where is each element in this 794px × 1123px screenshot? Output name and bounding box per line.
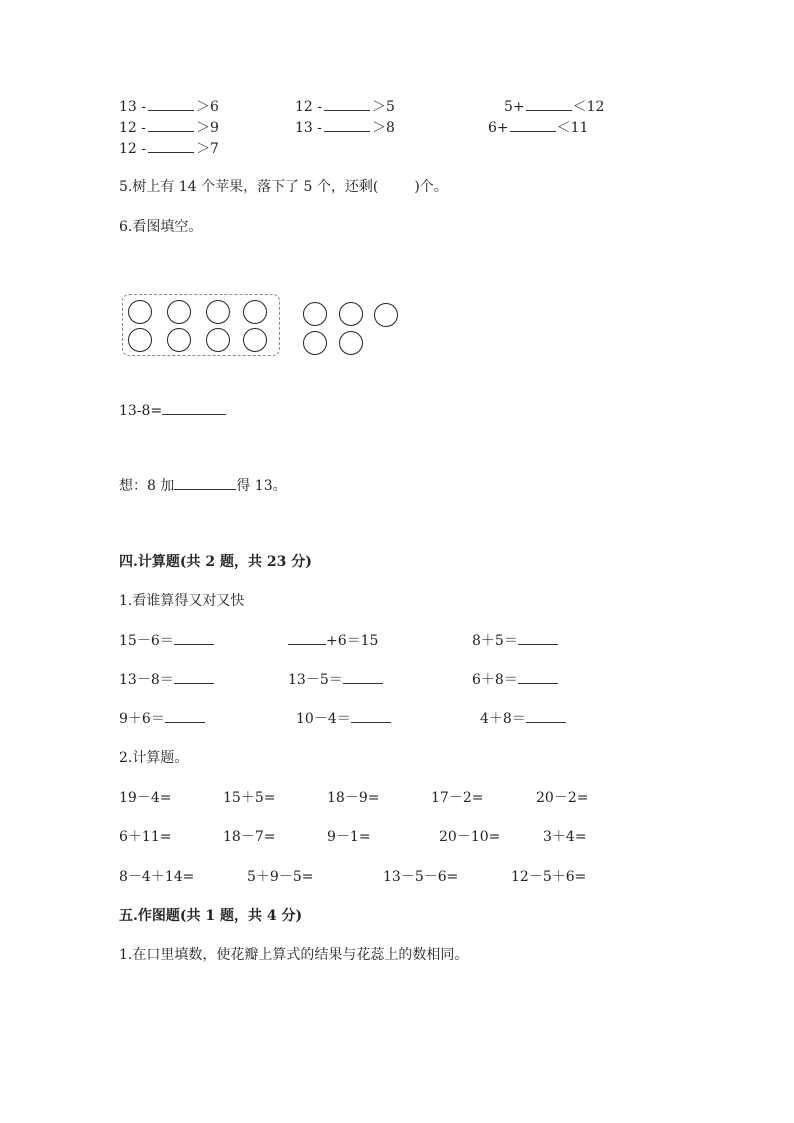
calc-item: 15－6＝	[119, 632, 214, 650]
question-6-title: 6.看图填空。	[119, 219, 203, 235]
section-4-heading: 四.计算题(共 2 题，共 23 分)	[119, 554, 312, 570]
circle	[243, 300, 267, 324]
circle	[128, 328, 152, 352]
answer-blank[interactable]	[174, 671, 214, 684]
ineq-r2-c3: 6+ ＜11	[488, 120, 589, 136]
compute-item: 20－10=	[439, 829, 501, 845]
circle	[167, 300, 191, 324]
circle	[374, 303, 398, 327]
answer-blank[interactable]	[148, 140, 194, 153]
compute-item: 18－7=	[223, 829, 276, 845]
compute-item: 15＋5=	[223, 790, 276, 806]
compute-item: 9－1=	[327, 829, 371, 845]
compute-item: 19－4=	[119, 790, 172, 806]
circle	[339, 331, 363, 355]
question-6-think: 想：8 加 得 13。	[119, 478, 287, 494]
compute-item: 18－9=	[327, 790, 380, 806]
compute-item: 5＋9－5=	[247, 869, 314, 885]
answer-blank[interactable]	[288, 632, 326, 645]
circle	[243, 328, 267, 352]
answer-blank[interactable]	[148, 119, 194, 132]
compute-item: 17－2=	[431, 790, 484, 806]
compute-item: 6＋11=	[119, 829, 172, 845]
section-4-q1-title: 1.看谁算得又对又快	[119, 593, 245, 609]
calc-item: 6＋8＝	[472, 671, 558, 689]
question-6-equation: 13-8=	[119, 402, 226, 420]
answer-blank[interactable]	[324, 98, 370, 111]
answer-blank[interactable]	[526, 98, 572, 111]
answer-blank[interactable]	[518, 671, 558, 684]
calc-item: 10－4＝	[296, 710, 391, 728]
answer-blank[interactable]	[324, 119, 370, 132]
compute-item: 12－5＋6=	[511, 869, 587, 885]
compute-item: 8－4＋14=	[119, 869, 195, 885]
calc-item: +6＝15	[288, 632, 378, 650]
circle	[303, 302, 327, 326]
answer-blank[interactable]	[148, 98, 194, 111]
answer-blank[interactable]	[162, 402, 226, 415]
calc-item: 4＋8＝	[480, 710, 566, 728]
ineq-r3-c1: 12 - ＞7	[119, 141, 219, 157]
ineq-r1-c2: 12 - ＞5	[295, 99, 395, 115]
circle	[128, 300, 152, 324]
circle	[339, 302, 363, 326]
section-5-heading: 五.作图题(共 1 题，共 4 分)	[119, 908, 303, 924]
ineq-r1-c1: 13 - ＞6	[119, 99, 219, 115]
calc-item: 13－5＝	[288, 671, 383, 689]
circle	[206, 328, 230, 352]
answer-blank[interactable]	[343, 671, 383, 684]
answer-blank[interactable]	[510, 119, 556, 132]
circle	[206, 300, 230, 324]
ineq-r2-c2: 13 - ＞8	[295, 120, 395, 136]
ineq-r2-c1: 12 - ＞9	[119, 120, 219, 136]
compute-item: 13－5－6=	[383, 869, 459, 885]
compute-item: 20－2=	[536, 790, 589, 806]
answer-blank[interactable]	[351, 710, 391, 723]
calc-item: 9＋6＝	[119, 710, 205, 728]
section-4-q2-title: 2.计算题。	[119, 750, 189, 766]
answer-blank[interactable]	[174, 632, 214, 645]
answer-blank[interactable]	[165, 710, 205, 723]
compute-item: 3＋4=	[543, 829, 587, 845]
section-5-q1-text: 1.在口里填数，使花瓣上算式的结果与花蕊上的数相同。	[119, 947, 469, 963]
ineq-r1-c3: 5+ ＜12	[504, 99, 605, 115]
circle	[303, 331, 327, 355]
answer-blank[interactable]	[174, 477, 236, 490]
answer-blank[interactable]	[518, 632, 558, 645]
calc-item: 8＋5＝	[472, 632, 558, 650]
circle	[167, 328, 191, 352]
question-5: 5.树上有 14 个苹果，落下了 5 个，还剩( )个。	[119, 179, 448, 195]
calc-item: 13－8＝	[119, 671, 214, 689]
answer-blank[interactable]	[526, 710, 566, 723]
